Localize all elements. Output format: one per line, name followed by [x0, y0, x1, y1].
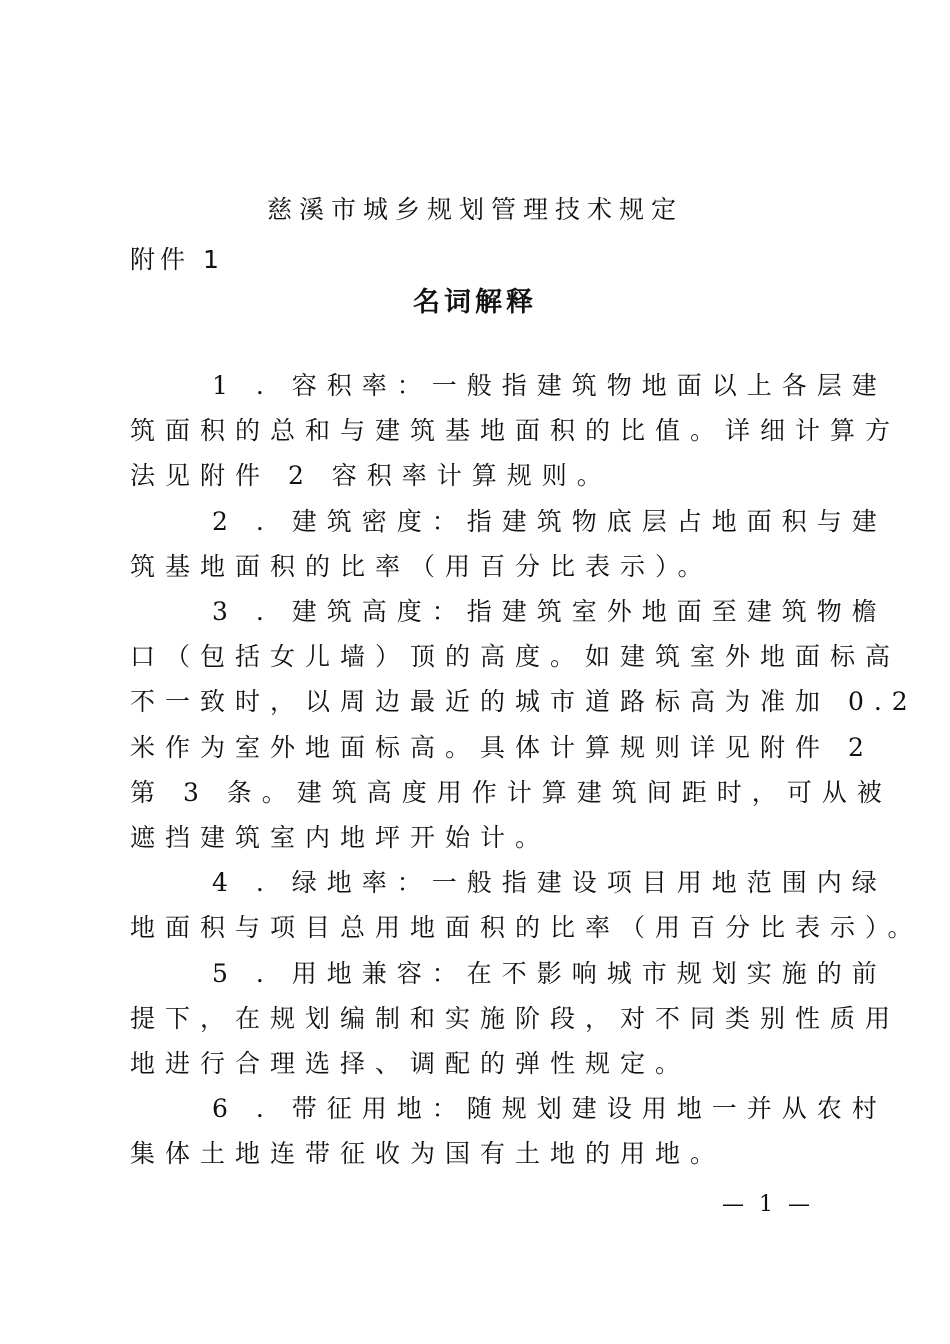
paragraph-line: 3 . 建筑高度：指建筑室外地面至建筑物檐	[212, 597, 887, 627]
paragraph-line: 地面积与项目总用地面积的比率（用百分比表示）。	[130, 913, 923, 943]
document-body	[130, 363, 923, 1177]
paragraph-line: 集体土地连带征收为国有土地的用地。	[130, 1139, 726, 1169]
term-paragraph-green-ratio	[130, 860, 923, 950]
term-paragraph-land-compatibility	[130, 951, 901, 1087]
term-paragraph-building-height	[130, 589, 918, 860]
page-number: — 1 —	[722, 1192, 814, 1217]
paragraph-line: 米作为室外地面标高。具体计算规则详见附件 2	[130, 732, 874, 762]
document-title: 慈溪市城乡规划管理技术规定	[266, 195, 683, 224]
paragraph-line: 6 . 带征用地：随规划建设用地一并从农村	[212, 1094, 887, 1124]
paragraph-line: 提下，在规划编制和实施阶段，对不同类别性质用	[130, 1003, 901, 1033]
paragraph-line: 不一致时，以周边最近的城市道路标高为准加 0.2	[130, 687, 918, 717]
paragraph-line: 地进行合理选择、调配的弹性规定。	[130, 1049, 691, 1079]
paragraph-line: 2 . 建筑密度：指建筑物底层占地面积与建	[212, 506, 887, 536]
paragraph-line: 口（包括女儿墙）顶的高度。如建筑室外地面标高	[130, 642, 901, 672]
paragraph-line: 法见附件 2 容积率计算规则。	[130, 461, 612, 491]
paragraph-line: 筑基地面积的比率（用百分比表示）。	[130, 551, 713, 581]
paragraph-line: 1 . 容积率：一般指建筑物地面以上各层建	[212, 371, 887, 400]
section-title: 名词解释	[413, 287, 537, 318]
term-paragraph-building-density	[130, 499, 887, 589]
paragraph-line: 第 3 条。建筑高度用作计算建筑间距时，可从被	[130, 777, 892, 807]
term-paragraph-attached-land	[130, 1086, 887, 1176]
paragraph-line: 5 . 用地兼容：在不影响城市规划实施的前	[212, 958, 887, 988]
paragraph-line: 4 . 绿地率：一般指建设项目用地范围内绿	[212, 868, 887, 898]
attachment-label: 附件 1	[130, 245, 224, 274]
paragraph-line: 遮挡建筑室内地坪开始计。	[130, 823, 551, 853]
term-paragraph-plot-ratio	[130, 363, 901, 499]
paragraph-line: 筑面积的总和与建筑基地面积的比值。详细计算方	[130, 416, 901, 446]
